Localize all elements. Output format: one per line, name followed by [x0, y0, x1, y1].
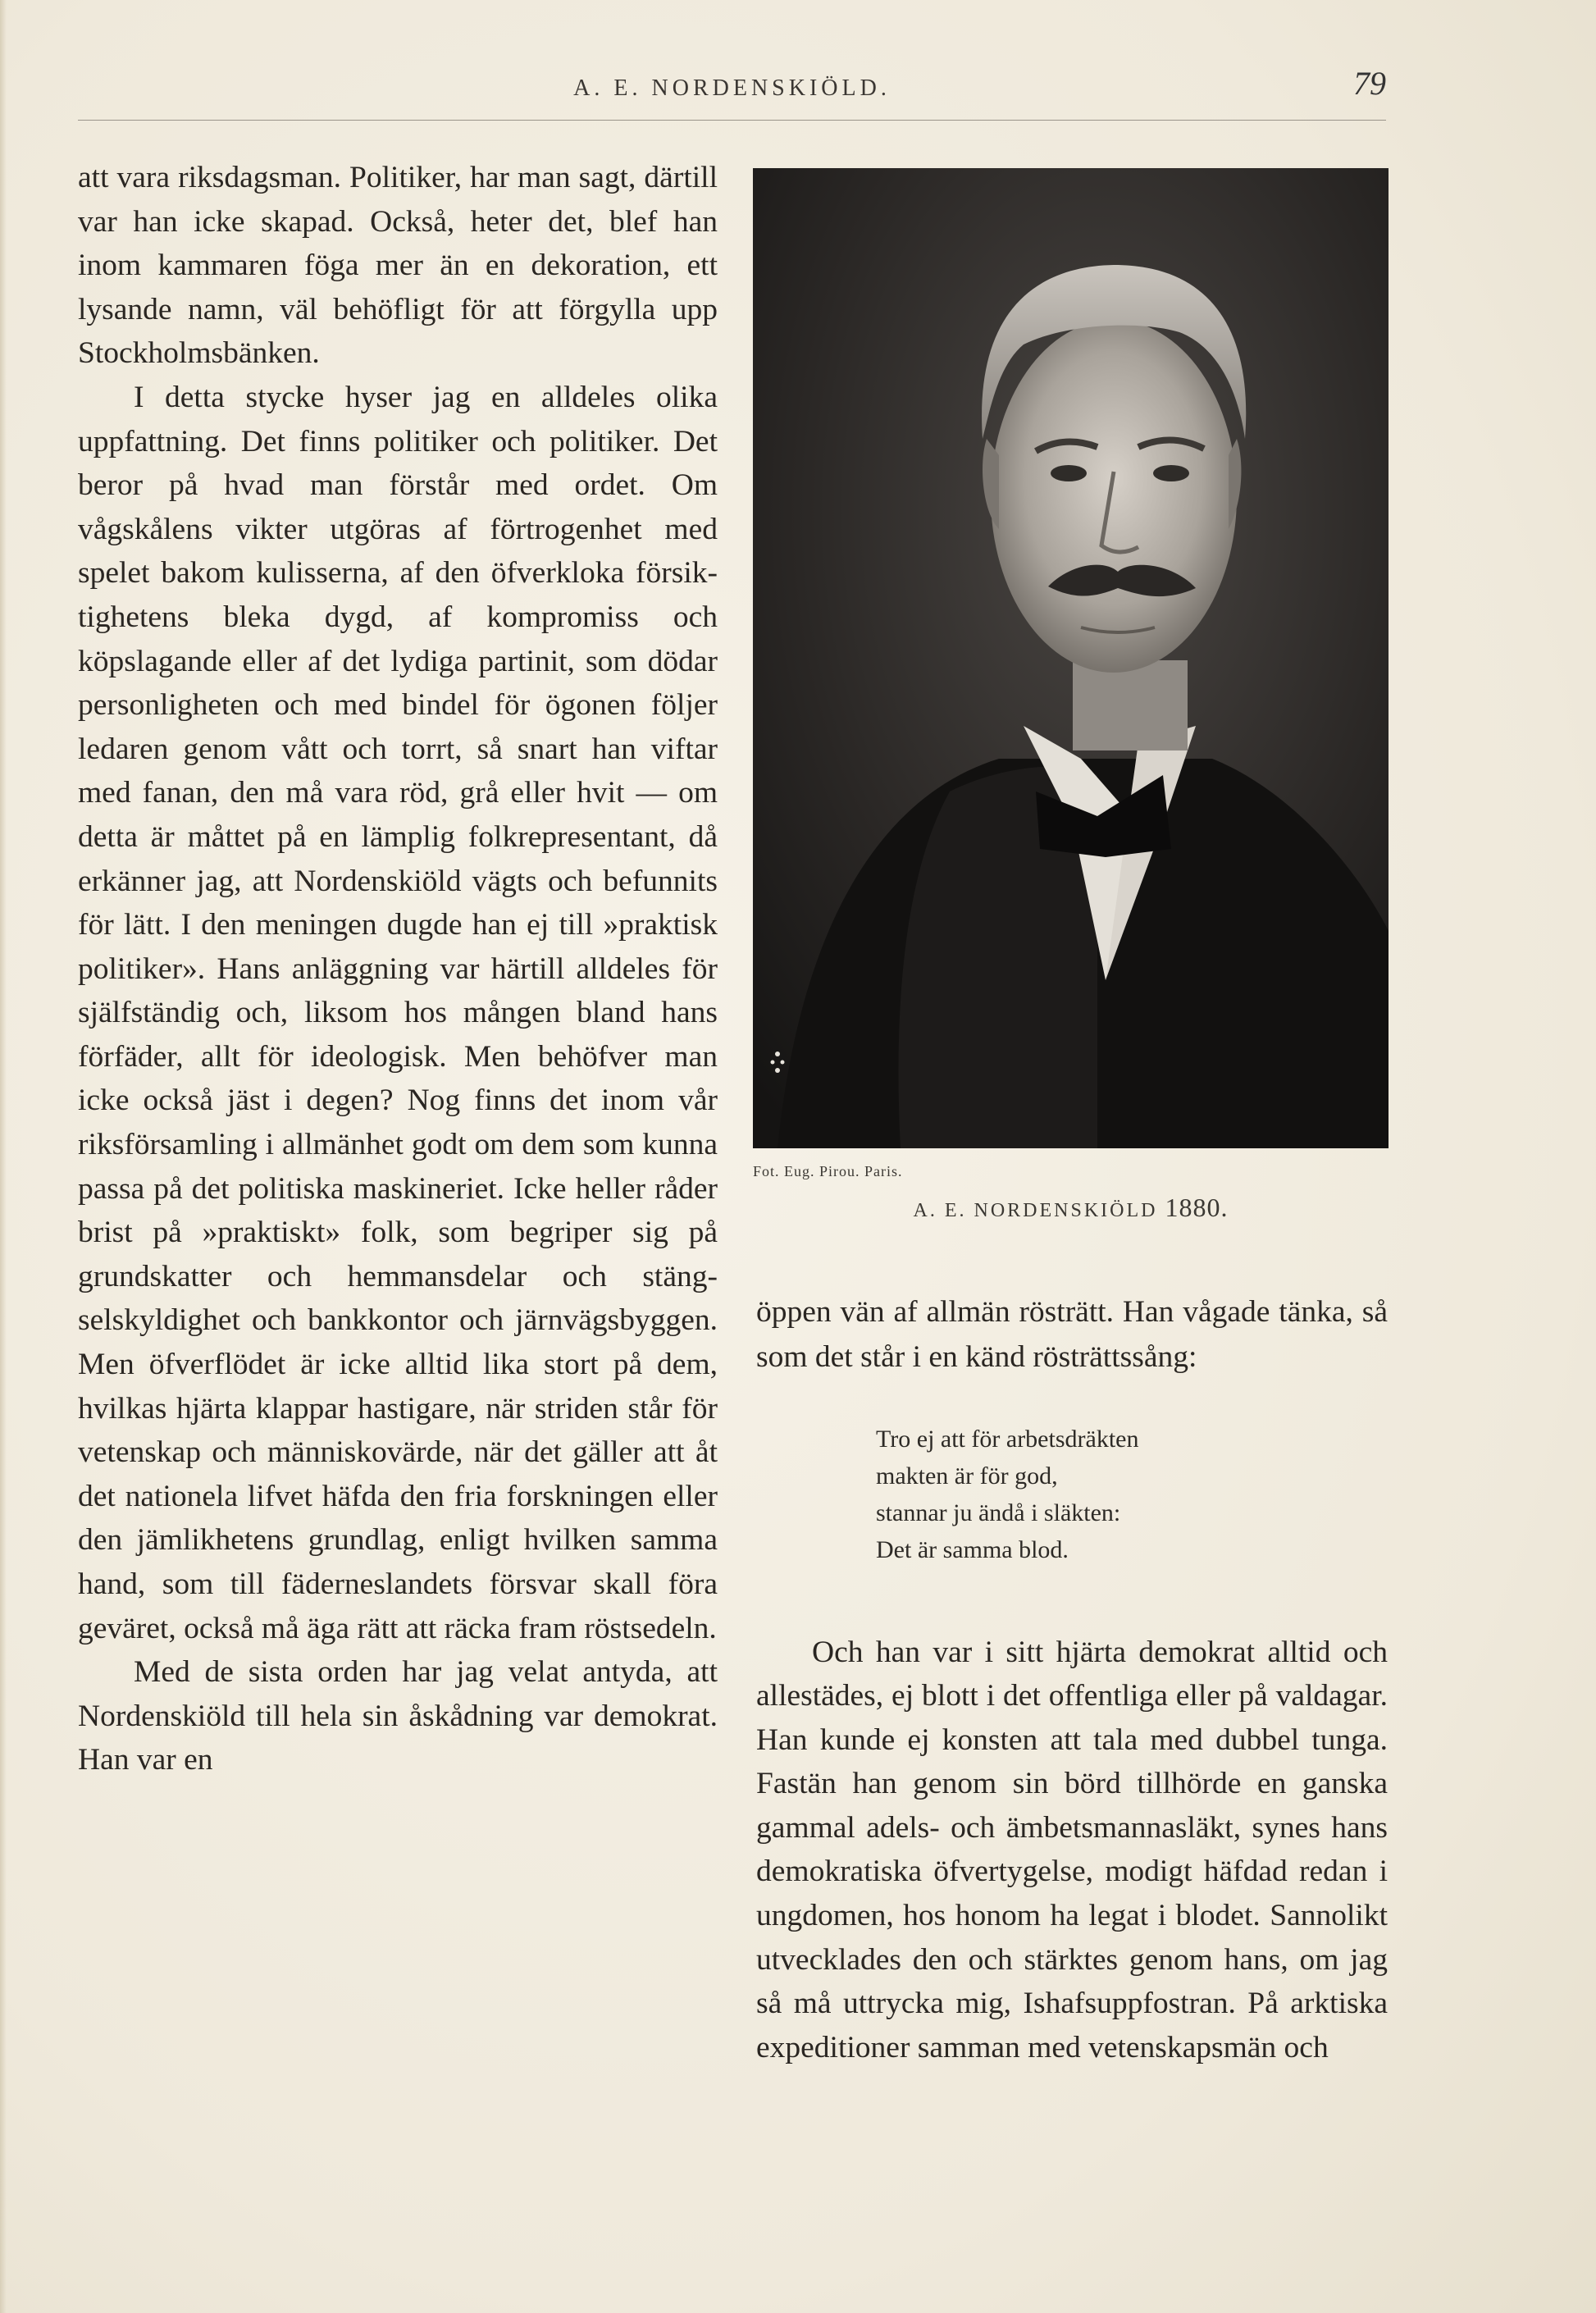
- caption-year: 1880.: [1165, 1193, 1229, 1222]
- left-column: [78, 156, 718, 1782]
- poem-quote: [876, 1421, 1368, 1568]
- poem-line: Det är samma blod.: [876, 1536, 1069, 1563]
- portrait-photo: [753, 168, 1389, 1148]
- figure-caption: [753, 1193, 1389, 1223]
- intro-paragraph: öppen vän af allmän rösträtt. Han vågade tänka, så som det står i en känd rösträttssång:: [756, 1294, 1388, 1374]
- page-edge-shadow: [0, 0, 7, 2313]
- right-column-intro: [756, 1258, 1388, 1410]
- paragraph-2: I detta stycke hyser jag en alldeles olika uppfattning. Det finns politiker och politiker. Det beror på hvad man förstår med ordet. Om vågskålens vikter utgöras af förtrogenhet med spelet bakom kulisserna, af den öfverkloka försiktighetens bleka dygd, af kompromiss och köpslagande eller af det lydiga partinit, som dödar personligheten och med bindel för ögonen följer ledaren genom vått och torrt, så snart han viftar med fanan, den må vara röd, grå eller hvit — om detta är måttet på en lämplig folkrepresentant, då erkänner jag, att Nordenskiöld vägts och befunnits för lätt. I den meningen dugde han ej till »praktisk politiker». Hans anläggning var härtill alldeles för själfständig och, liksom hos mången bland hans förfäder, allt för ideologisk. Men behöfver man icke också jäst i degen? Nog finns det inom vår riksförsamling i allmänhet godt om dem som kunna passa på det politiska maskineriet. Icke heller råder brist på »praktiskt» folk, som begriper sig på grundskatter och hemmansdelar och stängselskyldighet och bankkontor och järnvägsbyggen. Men öfverflödet är icke alltid lika stort på dem, hvilkas hjärta klappar hastigare, när striden står för vetenskap och människovärde, när det gäller att åt det nationela lifvet häfda den fria forskningen eller den jämlikhetens grundlag, enligt hvilken samma hand, som till fäderneslandets försvar skall föra geväret, också må äga rätt att räcka fram röstsedeln.: [78, 380, 718, 1645]
- header-rule: [78, 120, 1386, 121]
- photo-credit: Fot. Eug. Pirou. Paris.: [753, 1163, 903, 1179]
- paragraph-3: Med de sista orden har jag velat antyda, att Nordenskiöld till hela sin åskådning var demokrat. Han var en: [78, 1655, 718, 1777]
- right-column: [756, 1599, 1388, 2101]
- portrait-illustration: [753, 168, 1389, 1148]
- portrait-figure: [753, 168, 1389, 1152]
- poem-line: stannar ju ändå i släkten:: [876, 1499, 1121, 1526]
- page-number: 79: [1353, 65, 1386, 102]
- poem-line: Tro ej att för arbetsdräkten: [876, 1426, 1139, 1453]
- right-paragraph: Och han var i sitt hjärta demokrat alltid och allestädes, ej blott i det offentliga eller på valdagar. Han kunde ej konsten att tala med dubbel tunga. Fastän han genom sin börd tillhörde en ganska gammal adels- och ämbetsmannasläkt, synes hans demokratiska öfvertygelse, modigt häfdad redan i ungdomen, hos honom ha legat i blodet. Sannolikt utvecklades den och stärktes genom hans, om jag så må uttrycka mig, Ishafsuppfostran. På arktiska expeditioner samman med vetenskapsmän och: [756, 1635, 1388, 2064]
- paragraph-1: att vara riksdagsman. Politiker, har man sagt, därtill var han icke skapad. Också, heter det, blef han inom kammaren föga mer än en dekoration, ett lysande namn, väl behöfligt för att förgylla upp Stockholmsbänken.: [78, 161, 718, 371]
- poem-line: makten är för god,: [876, 1462, 1058, 1490]
- page-header: [78, 57, 1386, 131]
- running-title: A. E. NORDENSKIÖLD.: [573, 75, 891, 101]
- caption-name: A. E. NORDENSKIÖLD: [913, 1200, 1158, 1221]
